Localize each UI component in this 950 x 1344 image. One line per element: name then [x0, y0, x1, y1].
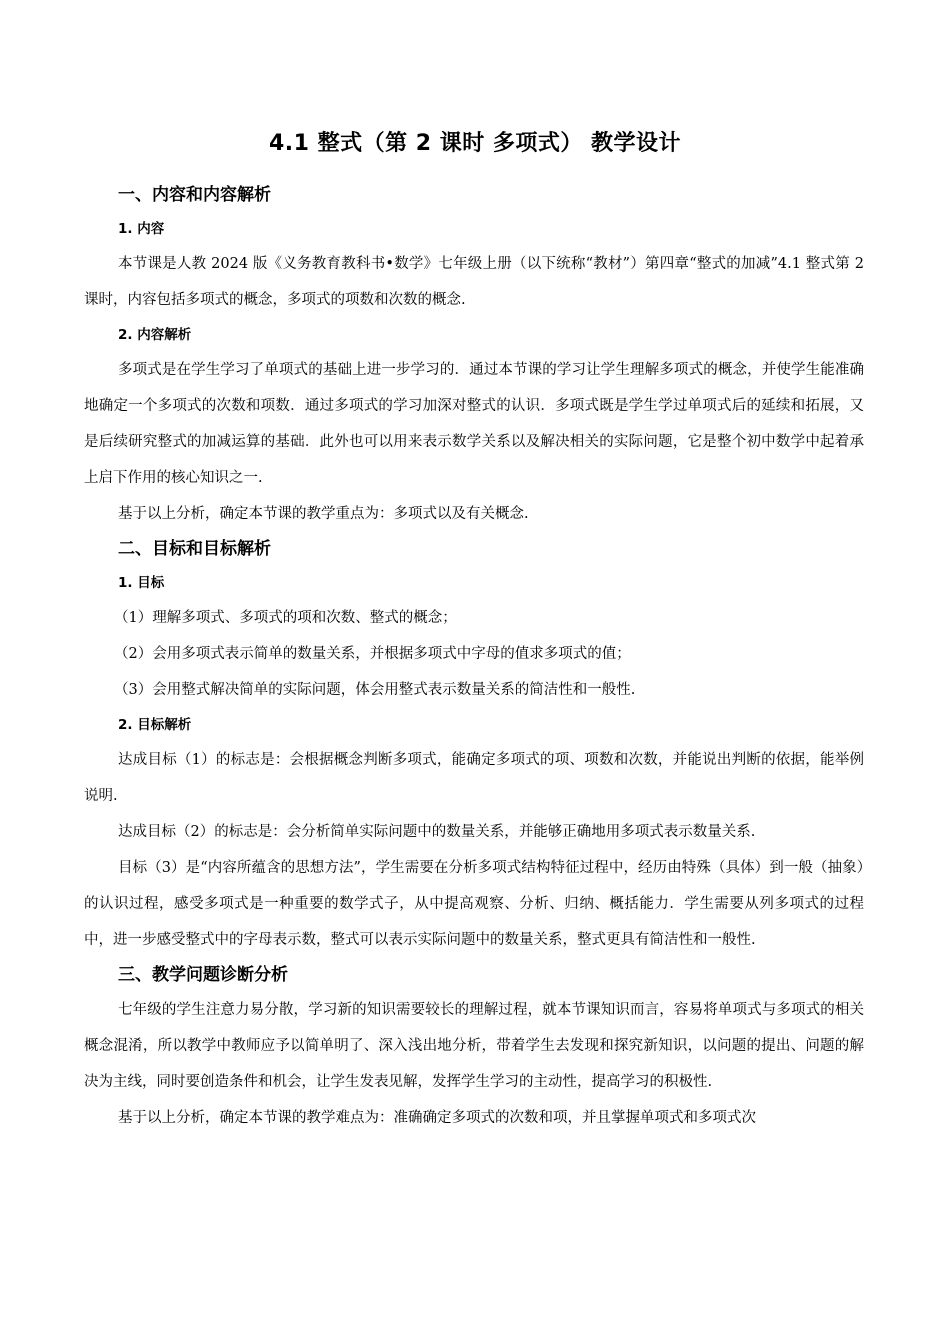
paragraph-goal-3: 目标（3）是“内容所蕴含的思想方法”，学生需要在分析多项式结构特征过程中，经历由特殊（具体）到一般（抽象）的认识过程，感受多项式是一种重要的数学式子，从中提高观察、分析、归纳、概括能力．学生需要从列多项式的过程中，进一步感受整式中的字母表示数，整式可以表示实际问题中的数量关系，整式更具有简洁性和一般性. — [84, 860, 864, 948]
paragraph-goal-1: 达成目标（1）的标志是：会根据概念判断多项式，能确定多项式的项、项数和次数，并能说出判断的依据，能举例说明. — [84, 752, 864, 804]
subheading-goal-analysis: 2. 目标解析 — [118, 717, 192, 733]
paragraph-goal-2: 达成目标（2）的标志是：会分析简单实际问题中的数量关系，并能够正确地用多项式表示数量关系. — [118, 824, 756, 840]
goal-item-3: （3）会用整式解决简单的实际问题，体会用整式表示数量关系的简洁性和一般性. — [114, 682, 636, 698]
paragraph-key-point: 基于以上分析，确定本节课的教学重点为：多项式以及有关概念. — [118, 506, 529, 522]
subheading-content-analysis: 2. 内容解析 — [118, 327, 192, 343]
subheading-goals: 1. 目标 — [118, 575, 165, 591]
goal-item-1: （1）理解多项式、多项式的项和次数、整式的概念； — [114, 610, 457, 626]
section-heading-content: 一、内容和内容解析 — [118, 185, 271, 205]
section-heading-diagnosis: 三、教学问题诊断分析 — [118, 965, 288, 985]
section-heading-goals: 二、目标和目标解析 — [118, 539, 271, 559]
paragraph-content-analysis: 多项式是在学生学习了单项式的基础上进一步学习的．通过本节课的学习让学生理解多项式的概念，并使学生能准确地确定一个多项式的次数和项数．通过多项式的学习加深对整式的认识．多项式既是学生学过单项式后的延续和拓展，又是后续研究整式的加减运算的基础．此外也可以用来表示数学关系以及解决相关的实际问题，它是整个初中数学中起着承上启下作用的核心知识之一. — [84, 362, 864, 486]
document-body — [84, 178, 864, 1136]
document-title: 4.1 整式（第 2 课时 多项式） 教学设计 — [268, 131, 682, 156]
paragraph-diagnosis: 七年级的学生注意力易分散，学习新的知识需要较长的理解过程，就本节课知识而言，容易将单项式与多项式的相关概念混淆，所以教学中教师应予以简单明了、深入浅出地分析，带着学生去发现和探究新知识，以问题的提出、问题的解决为主线，同时要创造条件和机会，让学生发表见解，发挥学生学习的主动性，提高学习的积极性. — [84, 1002, 864, 1090]
paragraph-content: 本节课是人教 2024 版《义务教育教科书•数学》七年级上册（以下统称“教材”）第四章“整式的加减”4.1 整式第 2 课时，内容包括多项式的概念，多项式的项数和次数的概念. — [84, 256, 864, 308]
paragraph-difficulty: 基于以上分析，确定本节课的教学难点为：准确确定多项式的次数和项，并且掌握单项式和多项式次 — [118, 1110, 756, 1126]
goal-item-2: （2）会用多项式表示简单的数量关系，并根据多项式中字母的值求多项式的值； — [114, 646, 631, 662]
subheading-content: 1. 内容 — [118, 221, 165, 237]
